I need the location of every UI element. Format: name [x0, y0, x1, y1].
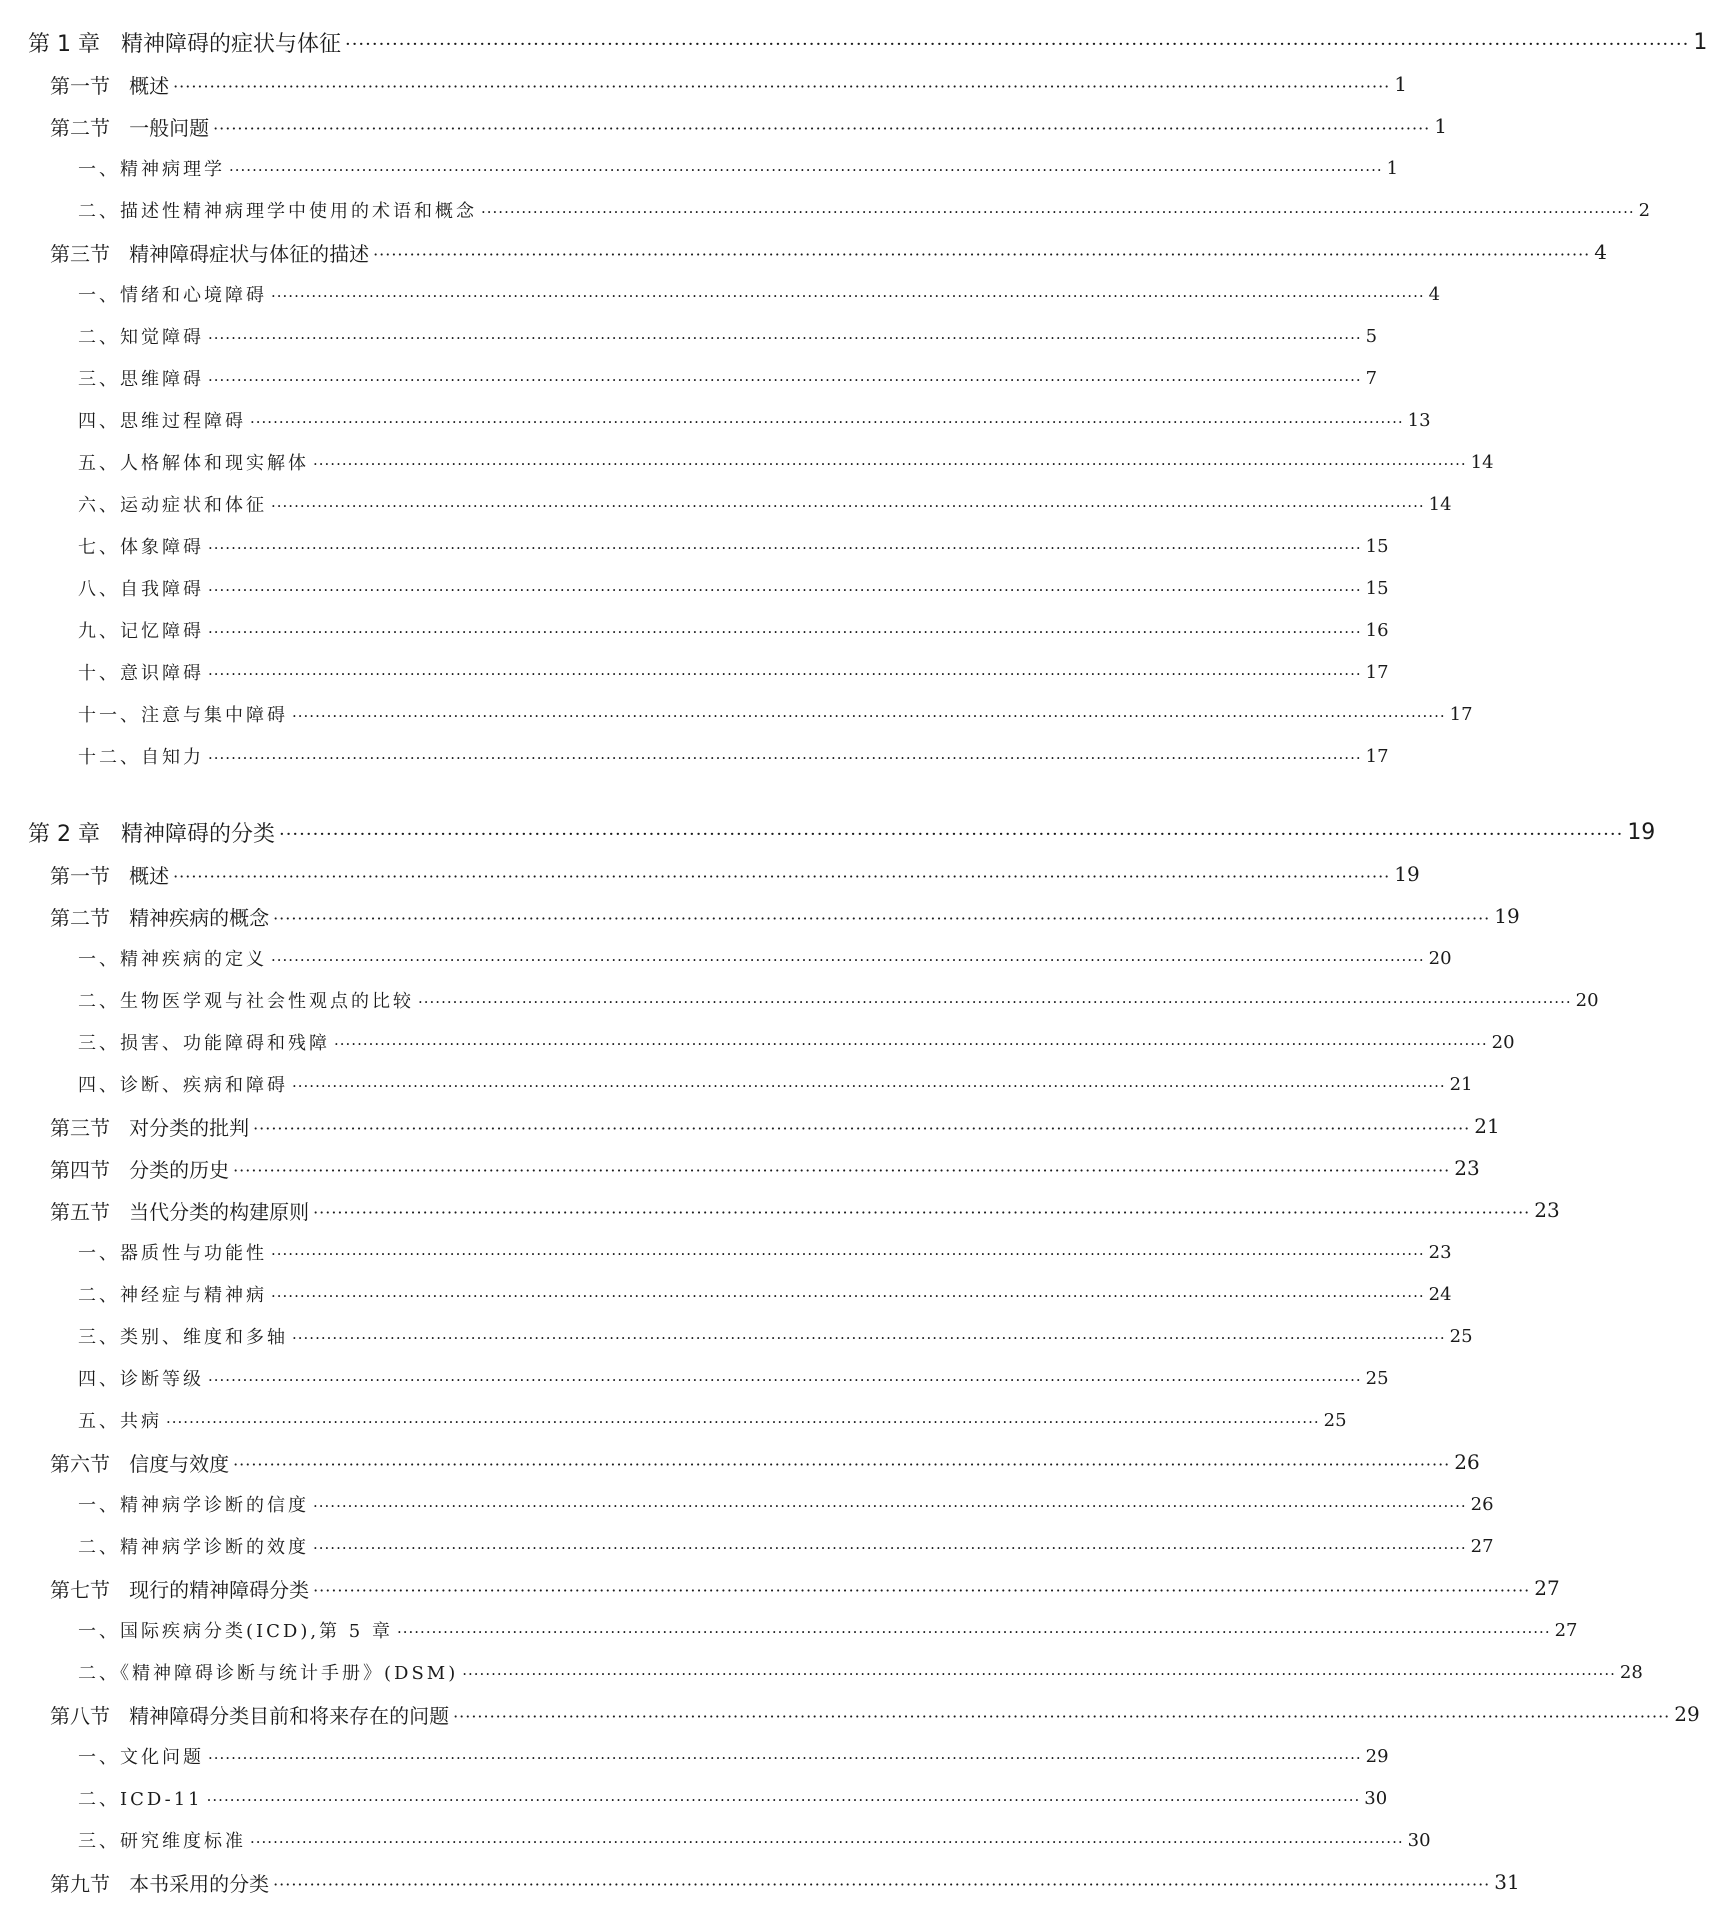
dot-leader: ········································································································································································································ — [396, 1623, 1551, 1641]
dot-leader: ········································································································································································································ — [271, 497, 1425, 515]
dot-leader: ········································································································································································································ — [166, 1413, 1320, 1431]
dot-leader: ········································································································································································································ — [292, 1329, 1446, 1347]
dot-leader: ········································································································································································································ — [206, 1791, 1361, 1809]
toc-entry-title: 三、研究维度标准 — [78, 1831, 246, 1852]
toc-entry-page-number: 25 — [1323, 1409, 1347, 1431]
toc-entry-subsection — [0, 1778, 1388, 1818]
dot-leader: ········································································································································································································ — [208, 1749, 1362, 1767]
toc-entry-subsection — [0, 938, 1452, 978]
toc-entry-title: 一、国际疾病分类(ICD),第 5 章 — [78, 1621, 393, 1642]
toc-entry-subsection — [0, 358, 1378, 398]
toc-entry-title: 第二节 精神疾病的概念 — [50, 905, 270, 930]
toc-entry-title: 三、类别、维度和多轴 — [78, 1327, 288, 1348]
toc-entry-page-number: 28 — [1619, 1661, 1643, 1683]
toc-entry-title: 二、生物医学观与社会性观点的比较 — [78, 991, 414, 1012]
toc-entry-subsection — [0, 1736, 1389, 1776]
toc-entry-title: 三、思维障碍 — [78, 369, 204, 390]
dot-leader: ········································································································································································································ — [208, 1371, 1362, 1389]
toc-entry-page-number: 1 — [1394, 72, 1407, 96]
toc-entry-title: 第九节 本书采用的分类 — [50, 1871, 270, 1896]
toc-entry-page-number: 1 — [1693, 29, 1708, 55]
dot-leader: ········································································································································································································ — [208, 581, 1362, 599]
toc-entry-title: 七、体象障碍 — [78, 537, 204, 558]
dot-leader: ········································································································································································································ — [213, 118, 1431, 138]
dot-leader: ········································································································································································································ — [271, 951, 1425, 969]
toc-entry-title: 十二、自知力 — [78, 747, 204, 768]
toc-entry-title: 一、情绪和心境障碍 — [78, 285, 267, 306]
dot-leader: ········································································································································································································ — [313, 1497, 1467, 1515]
toc-entry-subsection — [0, 1526, 1494, 1566]
toc-entry-title: 第八节 精神障碍分类目前和将来存在的问题 — [50, 1703, 450, 1728]
toc-entry-page-number: 23 — [1428, 1241, 1452, 1263]
toc-entry-title: 一、文化问题 — [78, 1747, 204, 1768]
dot-leader: ········································································································································································································ — [273, 908, 1491, 928]
toc-entry-title: 一、器质性与功能性 — [78, 1243, 267, 1264]
dot-leader: ········································································································································································································ — [344, 33, 1690, 55]
dot-leader: ········································································································································································································ — [313, 1202, 1531, 1222]
toc-entry-subsection — [0, 1316, 1473, 1356]
dot-leader: ········································································································································································································ — [208, 749, 1362, 767]
toc-entry-page-number: 17 — [1365, 745, 1389, 767]
dot-leader: ········································································································································································································ — [208, 329, 1362, 347]
toc-entry-title: 四、诊断、疾病和障碍 — [78, 1075, 288, 1096]
toc-entry-title: 九、记忆障碍 — [78, 621, 204, 642]
toc-entry-page-number: 14 — [1428, 493, 1452, 515]
toc-entry-title: 二、《精神障碍诊断与统计手册》(DSM) — [78, 1663, 459, 1684]
toc-entry-section — [0, 1442, 1480, 1482]
dot-leader: ········································································································································································································ — [233, 1454, 1451, 1474]
dot-leader: ········································································································································································································ — [271, 1287, 1425, 1305]
toc-entry-title: 一、精神病学诊断的信度 — [78, 1495, 309, 1516]
toc-entry-title: 第一节 概述 — [50, 863, 170, 888]
toc-entry-section — [0, 1694, 1700, 1734]
toc-entry-title: 二、描述性精神病理学中使用的术语和概念 — [78, 201, 477, 222]
toc-entry-subsection — [0, 400, 1431, 440]
toc-entry-title: 第五节 当代分类的构建原则 — [50, 1199, 310, 1224]
toc-entry-subsection — [0, 1358, 1389, 1398]
dot-leader: ········································································································································································································ — [208, 665, 1362, 683]
dot-leader: ········································································································································································································ — [462, 1665, 1616, 1683]
toc-entry-page-number: 4 — [1594, 240, 1607, 264]
toc-entry-section — [0, 896, 1520, 936]
dot-leader: ········································································································································································································ — [173, 866, 1391, 886]
toc-entry-subsection — [0, 694, 1473, 734]
toc-entry-title: 第三节 对分类的批判 — [50, 1115, 250, 1140]
dot-leader: ········································································································································································································ — [208, 623, 1362, 641]
toc-entry-page-number: 19 — [1494, 904, 1520, 928]
toc-entry-title: 第七节 现行的精神障碍分类 — [50, 1577, 310, 1602]
toc-entry-page-number: 29 — [1674, 1702, 1700, 1726]
toc-entry-subsection — [0, 274, 1441, 314]
toc-entry-page-number: 30 — [1407, 1829, 1431, 1851]
toc-entry-page-number: 24 — [1428, 1283, 1452, 1305]
toc-entry-title: 第四节 分类的历史 — [50, 1157, 230, 1182]
dot-leader: ········································································································································································································ — [481, 203, 1635, 221]
toc-entry-subsection — [0, 568, 1389, 608]
toc-entry-section — [0, 1568, 1560, 1608]
toc-entry-page-number: 31 — [1494, 1870, 1520, 1894]
toc-entry-title: 八、自我障碍 — [78, 579, 204, 600]
toc-entry-page-number: 27 — [1470, 1535, 1494, 1557]
toc-entry-page-number: 29 — [1365, 1745, 1389, 1767]
toc-entry-title: 六、运动症状和体征 — [78, 495, 267, 516]
dot-leader: ········································································································································································································ — [313, 1539, 1467, 1557]
toc-entry-subsection — [0, 1022, 1515, 1062]
toc-entry-title: 二、ICD-11 — [78, 1789, 203, 1810]
toc-entry-section — [0, 1106, 1500, 1146]
toc-entry-section — [0, 106, 1447, 146]
toc-entry-subsection — [0, 1064, 1473, 1104]
dot-leader: ········································································································································································································ — [250, 413, 1404, 431]
toc-entry-subsection — [0, 610, 1389, 650]
toc-entry-title: 第 1 章 精神障碍的症状与体征 — [28, 31, 341, 57]
dot-leader: ········································································································································································································ — [271, 1245, 1425, 1263]
toc-entry-subsection — [0, 484, 1452, 524]
toc-entry-page-number: 21 — [1449, 1073, 1473, 1095]
dot-leader: ········································································································································································································ — [292, 1077, 1446, 1095]
toc-entry-page-number: 17 — [1365, 661, 1389, 683]
toc-entry-subsection — [0, 1232, 1452, 1272]
toc-entry-title: 十一、注意与集中障碍 — [78, 705, 288, 726]
dot-leader: ········································································································································································································ — [208, 539, 1362, 557]
toc-entry-subsection — [0, 1274, 1452, 1314]
toc-entry-title: 四、诊断等级 — [78, 1369, 204, 1390]
toc-entry-section — [0, 854, 1420, 894]
dot-leader: ········································································································································································································ — [453, 1706, 1671, 1726]
toc-entry-page-number: 13 — [1407, 409, 1431, 431]
toc-entry-subsection — [0, 148, 1399, 188]
toc-entry-subsection — [0, 1484, 1494, 1524]
toc-entry-title: 第一节 概述 — [50, 73, 170, 98]
toc-entry-page-number: 23 — [1534, 1198, 1560, 1222]
toc-entry-subsection — [0, 980, 1599, 1020]
toc-entry-page-number: 19 — [1627, 819, 1656, 845]
toc-entry-page-number: 20 — [1428, 947, 1452, 969]
toc-entry-page-number: 5 — [1365, 325, 1378, 347]
toc-entry-section — [0, 232, 1607, 272]
toc-entry-page-number: 19 — [1394, 862, 1420, 886]
toc-entry-title: 第三节 精神障碍症状与体征的描述 — [50, 241, 370, 266]
toc-entry-section — [0, 64, 1407, 104]
toc-entry-section — [0, 1862, 1520, 1902]
toc-entry-page-number: 1 — [1434, 114, 1447, 138]
toc-entry-page-number: 26 — [1454, 1450, 1480, 1474]
toc-entry-title: 十、意识障碍 — [78, 663, 204, 684]
toc-entry-title: 一、精神病理学 — [78, 159, 225, 180]
toc-entry-section — [0, 1148, 1480, 1188]
toc-entry-subsection — [0, 1610, 1578, 1650]
toc-entry-title: 二、精神病学诊断的效度 — [78, 1537, 309, 1558]
toc-entry-title: 三、损害、功能障碍和残障 — [78, 1033, 330, 1054]
toc-entry-subsection — [0, 190, 1651, 230]
toc-entry-page-number: 17 — [1449, 703, 1473, 725]
toc-entry-title: 五、人格解体和现实解体 — [78, 453, 309, 474]
dot-leader: ········································································································································································································ — [253, 1118, 1471, 1138]
toc-entry-chapter — [0, 812, 1656, 852]
dot-leader: ········································································································································································································ — [250, 1833, 1404, 1851]
toc-entry-title: 第六节 信度与效度 — [50, 1451, 230, 1476]
dot-leader: ········································································································································································································ — [418, 993, 1572, 1011]
toc-entry-page-number: 27 — [1554, 1619, 1578, 1641]
dot-leader: ········································································································································································································ — [208, 371, 1362, 389]
dot-leader: ········································································································································································································ — [233, 1160, 1451, 1180]
toc-entry-title: 四、思维过程障碍 — [78, 411, 246, 432]
toc-entry-page-number: 1 — [1386, 157, 1399, 179]
toc-entry-title: 二、神经症与精神病 — [78, 1285, 267, 1306]
toc-entry-title: 第二节 一般问题 — [50, 115, 210, 140]
toc-entry-subsection — [0, 316, 1378, 356]
dot-leader: ········································································································································································································ — [313, 455, 1467, 473]
toc-entry-page-number: 2 — [1638, 199, 1651, 221]
toc-entry-subsection — [0, 526, 1389, 566]
toc-entry-subsection — [0, 442, 1494, 482]
toc-entry-title: 五、共病 — [78, 1411, 162, 1432]
toc-entry-title: 二、知觉障碍 — [78, 327, 204, 348]
dot-leader: ········································································································································································································ — [278, 823, 1624, 845]
toc-entry-page-number: 27 — [1534, 1576, 1560, 1600]
toc-entry-subsection — [0, 1652, 1643, 1692]
toc-entry-section — [0, 1190, 1560, 1230]
toc-entry-title: 第 2 章 精神障碍的分类 — [28, 821, 275, 847]
toc-entry-page-number: 25 — [1449, 1325, 1473, 1347]
toc-entry-page-number: 20 — [1491, 1031, 1515, 1053]
dot-leader: ········································································································································································································ — [173, 76, 1391, 96]
toc-entry-page-number: 21 — [1474, 1114, 1500, 1138]
dot-leader: ········································································································································································································ — [271, 287, 1425, 305]
toc-entry-subsection — [0, 1400, 1347, 1440]
toc-entry-page-number: 7 — [1365, 367, 1378, 389]
toc-entry-page-number: 4 — [1428, 283, 1441, 305]
dot-leader: ········································································································································································································ — [373, 244, 1591, 264]
toc-entry-page-number: 15 — [1365, 577, 1389, 599]
toc-entry-page-number: 15 — [1365, 535, 1389, 557]
toc-entry-title: 一、精神疾病的定义 — [78, 949, 267, 970]
toc-entry-page-number: 20 — [1575, 989, 1599, 1011]
toc-entry-page-number: 26 — [1470, 1493, 1494, 1515]
dot-leader: ········································································································································································································ — [292, 707, 1446, 725]
dot-leader: ········································································································································································································ — [229, 161, 1383, 179]
toc-entry-page-number: 30 — [1364, 1787, 1388, 1809]
dot-leader: ········································································································································································································ — [313, 1580, 1531, 1600]
toc-entry-page-number: 25 — [1365, 1367, 1389, 1389]
dot-leader: ········································································································································································································ — [334, 1035, 1488, 1053]
toc-entry-page-number: 23 — [1454, 1156, 1480, 1180]
dot-leader: ········································································································································································································ — [273, 1874, 1491, 1894]
toc-entry-subsection — [0, 736, 1389, 776]
toc-entry-page-number: 14 — [1470, 451, 1494, 473]
toc-entry-page-number: 16 — [1365, 619, 1389, 641]
toc-entry-subsection — [0, 1820, 1431, 1860]
toc-entry-chapter — [0, 22, 1708, 62]
toc-entry-subsection — [0, 652, 1389, 692]
